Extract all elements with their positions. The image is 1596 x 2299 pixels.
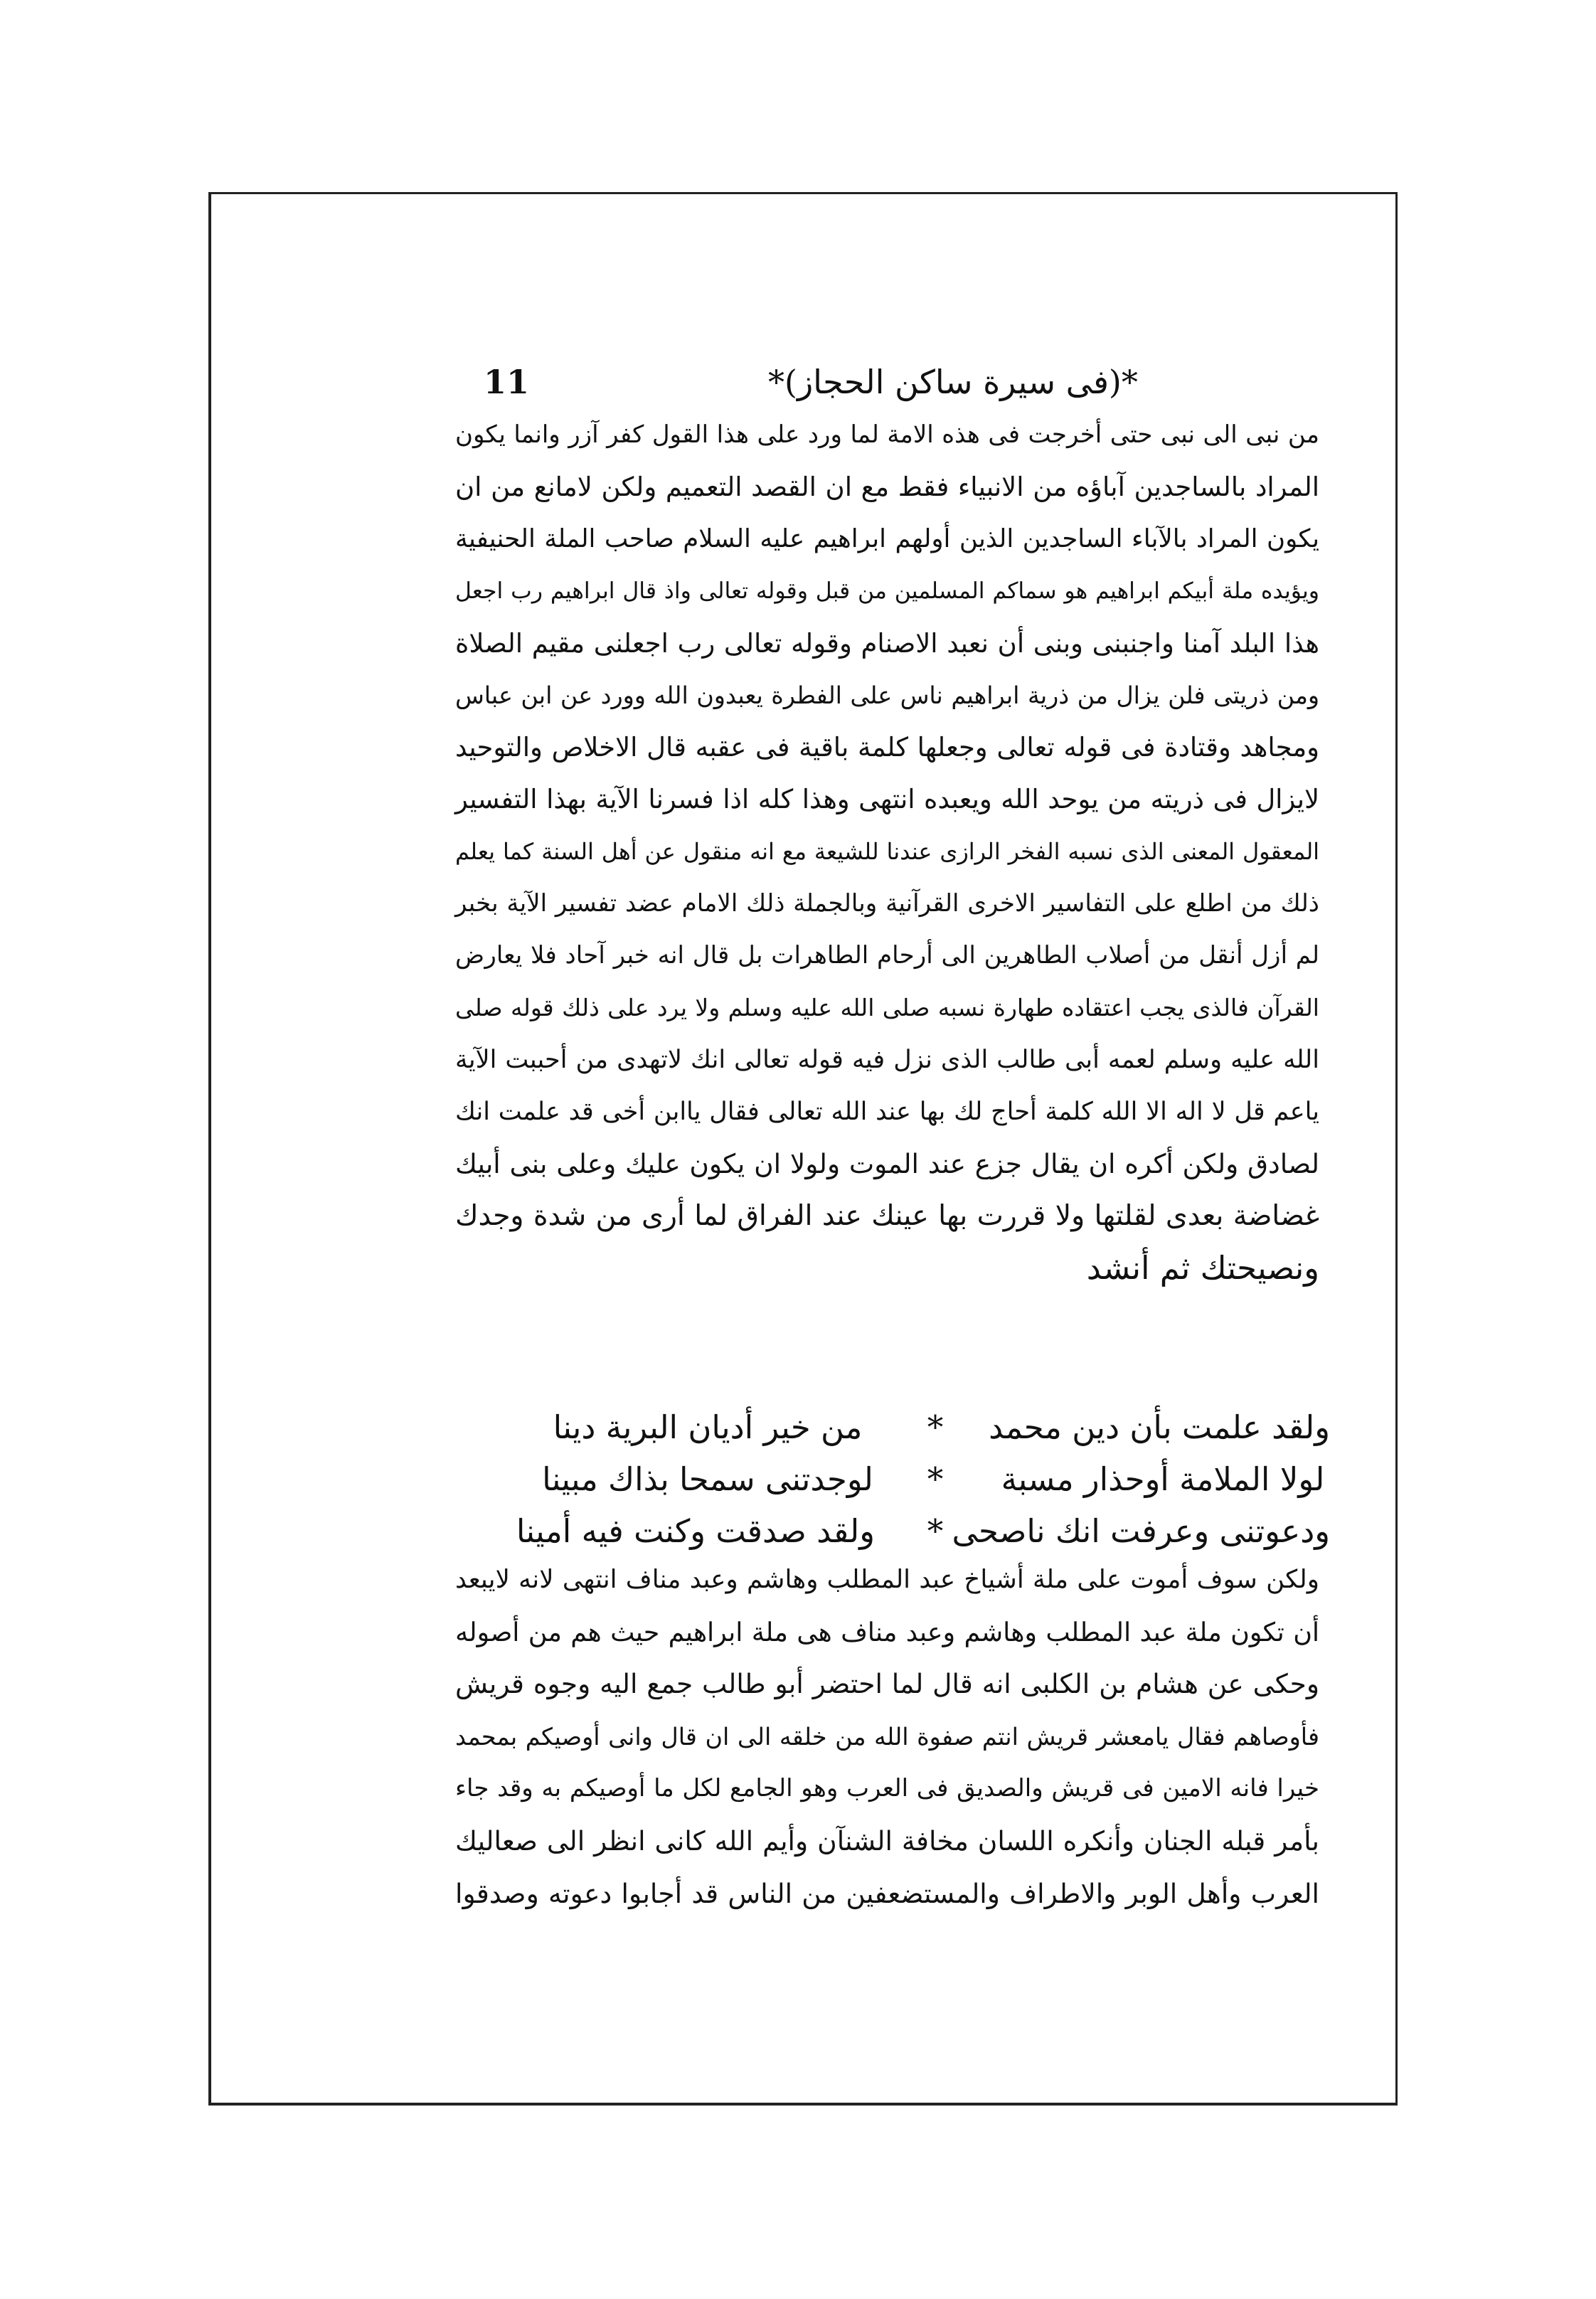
- text-line: ومجاهد وقتادة فى قوله تعالى وجعلها كلمة باقية فى عقبه قال الاخلاص والتوحيد: [455, 732, 1319, 763]
- text-line: ومن ذريتى فلن يزال من ذرية ابراهيم ناس على الفطرة يعبدون الله وورد عن ابن عباس: [455, 681, 1319, 710]
- page-number: 11: [484, 363, 530, 401]
- verse-first-hemistich: لولا الملامة أوحذار مسبة: [1001, 1460, 1325, 1498]
- text-line: العرب وأهل الوبر والاطراف والمستضعفين من الناس قد أجابوا دعوته وصدقوا: [455, 1877, 1319, 1909]
- text-line: ياعم قل لا اله الا الله كلمة أحاج لك بها عند الله تعالى فقال ياابن أخى قد علمت انك: [455, 1097, 1319, 1126]
- text-line: أن تكون ملة عبد المطلب وهاشم وعبد مناف هى ملة ابراهيم حيث هم من أصوله: [455, 1616, 1319, 1647]
- text-line: يكون المراد بالآباء الساجدين الذين أولهم ابراهيم عليه السلام صاحب الملة الحنيفية: [455, 524, 1319, 554]
- text-line: المعقول المعنى الذى نسبه الفخر الرازى عندنا للشيعة مع انه منقول عن أهل السنة كما يعلم: [455, 837, 1319, 865]
- verse-second-hemistich: من خير أديان البرية دينا: [553, 1408, 863, 1446]
- text-line: لصادق ولكن أكره ان يقال جزع عند الموت ولولا ان يكون عليك وعلى بنى أبيك: [455, 1147, 1319, 1179]
- verse-first-hemistich: ودعوتنى وعرفت انك ناصحى: [952, 1512, 1330, 1550]
- verse-separator: *: [927, 1408, 944, 1446]
- text-line: وحكى عن هشام بن الكلبى انه قال لما احتضر أبو طالب جمع اليه وجوه قريش: [455, 1668, 1319, 1700]
- text-line: القرآن فالذى يجب اعتقاده طهارة نسبه صلى الله عليه وسلم ولا يرد على ذلك قوله صلى: [455, 994, 1319, 1022]
- text-line: هذا البلد آمنا واجنبنى وبنى أن نعبد الاصنام وقوله تعالى رب اجعلنى مقيم الصلاة: [455, 627, 1319, 659]
- verse-separator: *: [927, 1460, 944, 1498]
- paragraph-1: [455, 409, 1319, 1294]
- verse-separator: *: [927, 1512, 944, 1550]
- running-title: *(فى سيرة ساكن الحجاز)*: [768, 363, 1138, 401]
- poem-verse: [541, 1453, 1330, 1505]
- text-line: بأمر قبله الجنان وأنكره اللسان مخافة الشنآن وأيم الله كانى انظر الى صعاليك: [455, 1825, 1319, 1857]
- text-line: ذلك من اطلع على التفاسير الاخرى القرآنية وبالجملة ذلك الامام عضد تفسير الآية بخبر: [455, 888, 1319, 918]
- text-line: ولكن سوف أموت على ملة أشياخ عبد المطلب وهاشم وعبد مناف انتهى لانه لايبعد: [455, 1565, 1319, 1594]
- text-line: المراد بالساجدين آباؤه من الانبياء فقط مع ان القصد التعميم ولكن لامانع من ان: [455, 472, 1319, 503]
- text-line: خيرا فانه الامين فى قريش والصديق فى العرب وهو الجامع لكل ما أوصيكم به وقد جاء: [455, 1774, 1319, 1803]
- text-line: لم أزل أنقل من أصلاب الطاهرين الى أرحام الطاهرات بل قال انه خبر آحاد فلا يعارض: [455, 941, 1319, 970]
- text-line: غضاضة بعدى لقلتها ولا قررت بها عينك عند الفراق لما أرى من شدة وجدك: [455, 1199, 1319, 1233]
- text-line: فأوصاهم فقال يامعشر قريش انتم صفوة الله من خلقه الى ان قال وانى أوصيكم بمحمد: [455, 1722, 1319, 1751]
- verse-first-hemistich: ولقد علمت بأن دين محمد: [989, 1408, 1330, 1446]
- text-line: ونصيحتك ثم أنشد: [1086, 1249, 1319, 1287]
- paragraph-2: [455, 1554, 1319, 1920]
- poem: [516, 1401, 1330, 1557]
- poem-verse: [516, 1505, 1330, 1557]
- text-line: الله عليه وسلم لعمه أبى طالب الذى نزل فيه قوله تعالى انك لاتهدى من أحببت الآية: [455, 1045, 1319, 1075]
- poem-verse: [541, 1401, 1330, 1453]
- verse-second-hemistich: ولقد صدقت وكنت فيه أمينا: [516, 1512, 875, 1550]
- text-line: من نبى الى نبى حتى أخرجت فى هذه الامة لما ورد على هذا القول كفر آزر وانما يكون: [455, 420, 1319, 449]
- verse-second-hemistich: لوجدتنى سمحا بذاك مبينا: [542, 1460, 873, 1498]
- text-line: لايزال فى ذريته من يوحد الله ويعبده انتهى وهذا كله اذا فسرنا الآية بهذا التفسير: [455, 784, 1319, 815]
- text-line: ويؤيده ملة أبيكم ابراهيم هو سماكم المسلمين من قبل وقوله تعالى واذ قال ابراهيم رب اجعل: [455, 578, 1319, 604]
